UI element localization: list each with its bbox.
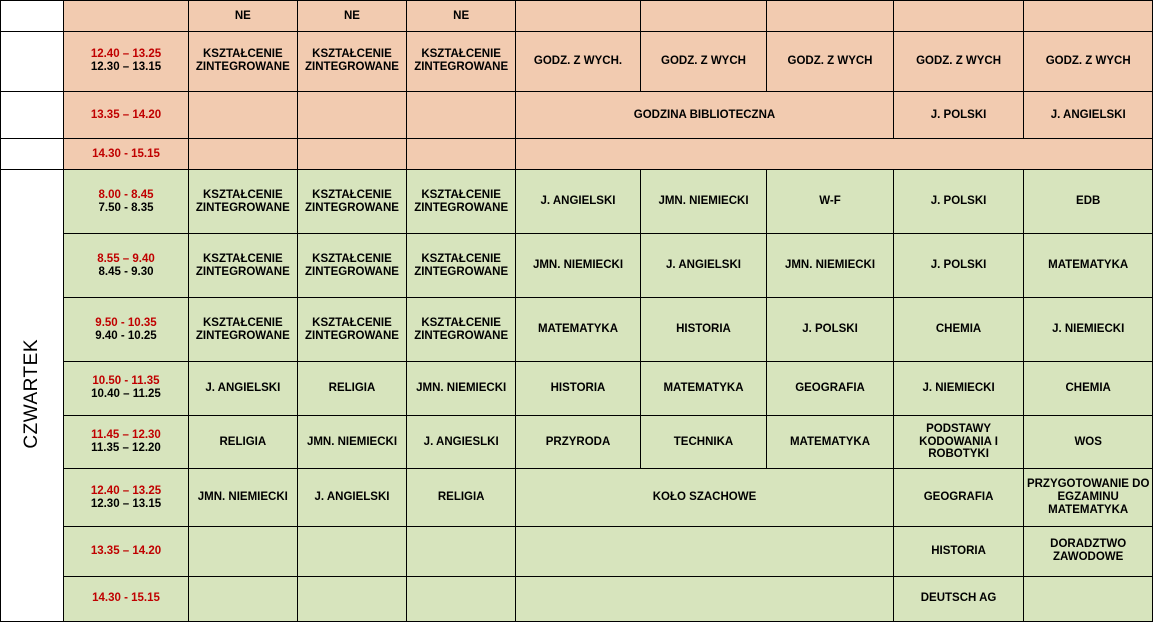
- subject-cell: J. POLSKI: [893, 170, 1024, 234]
- subject-cell: HISTORIA: [893, 527, 1024, 577]
- time-cell: [64, 234, 188, 298]
- subject-cell: NE: [297, 1, 406, 32]
- table-row: [1, 31, 1153, 91]
- time-cell: [64, 527, 188, 577]
- subject-cell: KSZTAŁCENIE ZINTEGROWANE: [297, 234, 406, 298]
- subject-cell: W-F: [767, 170, 894, 234]
- subject-cell: KSZTAŁCENIE ZINTEGROWANE: [297, 170, 406, 234]
- day-label: CZWARTEK: [21, 338, 43, 449]
- time-primary: 14.30 - 15.15: [92, 147, 160, 160]
- empty-cell: [407, 91, 516, 138]
- time-secondary: 7.50 - 8.35: [98, 201, 154, 214]
- table-row: [1, 139, 1153, 170]
- day-label-cell: [1, 170, 64, 622]
- time-cell: [64, 170, 188, 234]
- subject-cell: GODZ. Z WYCH: [1024, 31, 1153, 91]
- subject-cell: J. ANGIELSKI: [297, 469, 406, 527]
- subject-cell: RELIGIA: [297, 362, 406, 416]
- table-row: [1, 91, 1153, 138]
- empty-cell: [297, 91, 406, 138]
- time-primary: 8.00 - 8.45: [98, 188, 154, 201]
- time-primary: 13.35 – 14.20: [90, 544, 162, 557]
- time-cell: [64, 139, 188, 170]
- empty-cell: [407, 576, 516, 621]
- table-row: [1, 469, 1153, 527]
- time-cell: [64, 415, 188, 469]
- subject-cell: J. ANGIELSKI: [640, 234, 767, 298]
- table-row: [1, 576, 1153, 621]
- subject-cell: KSZTAŁCENIE ZINTEGROWANE: [407, 31, 516, 91]
- time-cell: [64, 1, 188, 32]
- time-cell: [64, 31, 188, 91]
- time-cell: [64, 91, 188, 138]
- subject-cell: GODZ. Z WYCH: [767, 31, 894, 91]
- table-row: [1, 1, 1153, 32]
- empty-cell: [893, 1, 1024, 32]
- time-primary: 8.55 – 9.40: [97, 252, 155, 265]
- subject-cell: J. NIEMIECKI: [893, 362, 1024, 416]
- subject-cell: KSZTAŁCENIE ZINTEGROWANE: [188, 31, 297, 91]
- subject-cell: PRZYGOTOWANIE DO EGZAMINU MATEMATYKA: [1024, 469, 1153, 527]
- empty-cell: [1024, 576, 1153, 621]
- empty-cell: [516, 527, 894, 577]
- subject-cell: MATEMATYKA: [516, 298, 640, 362]
- subject-cell: J. NIEMIECKI: [1024, 298, 1153, 362]
- subject-cell: J. ANGIELSKI: [188, 362, 297, 416]
- time-primary: 10.50 - 11.35: [92, 375, 160, 388]
- subject-cell: TECHNIKA: [640, 415, 767, 469]
- day-spacer-cell: [1, 1, 64, 32]
- table-row: [1, 527, 1153, 577]
- empty-cell: [188, 527, 297, 577]
- subject-cell: KSZTAŁCENIE ZINTEGROWANE: [407, 234, 516, 298]
- subject-cell: J. POLSKI: [893, 234, 1024, 298]
- time-secondary: 12.30 – 13.15: [90, 61, 162, 74]
- subject-cell: CHEMIA: [1024, 362, 1153, 416]
- empty-cell: [767, 1, 894, 32]
- table-row: [1, 170, 1153, 234]
- time-primary: 12.40 – 13.25: [90, 48, 162, 61]
- empty-cell: [640, 1, 767, 32]
- table-row: [1, 234, 1153, 298]
- empty-cell: [516, 576, 894, 621]
- timetable-body: [1, 1, 1153, 622]
- time-primary: 11.45 – 12.30: [91, 429, 161, 442]
- subject-cell: KSZTAŁCENIE ZINTEGROWANE: [297, 298, 406, 362]
- subject-cell: KSZTAŁCENIE ZINTEGROWANE: [407, 298, 516, 362]
- empty-cell: [188, 576, 297, 621]
- time-secondary: 11.35 – 12.20: [91, 441, 161, 454]
- table-row: [1, 362, 1153, 416]
- day-spacer-cell: [1, 31, 64, 91]
- subject-cell: RELIGIA: [188, 415, 297, 469]
- subject-cell: J. ANGIELSKI: [1024, 91, 1153, 138]
- subject-cell: NE: [188, 1, 297, 32]
- subject-cell: KOŁO SZACHOWE: [516, 469, 894, 527]
- empty-cell: [297, 576, 406, 621]
- subject-cell: GODZ. Z WYCH: [893, 31, 1024, 91]
- time-primary: 13.35 – 14.20: [90, 108, 162, 121]
- subject-cell: DEUTSCH AG: [893, 576, 1024, 621]
- subject-cell: MATEMATYKA: [1024, 234, 1153, 298]
- time-cell: [64, 362, 188, 416]
- subject-cell: JMN. NIEMIECKI: [767, 234, 894, 298]
- time-secondary: 9.40 - 10.25: [95, 329, 157, 342]
- subject-cell: MATEMATYKA: [640, 362, 767, 416]
- subject-cell: J. ANGIESLKI: [407, 415, 516, 469]
- table-row: [1, 415, 1153, 469]
- empty-cell: [407, 139, 516, 170]
- subject-cell: KSZTAŁCENIE ZINTEGROWANE: [188, 234, 297, 298]
- empty-cell: [1024, 1, 1153, 32]
- subject-cell: WOS: [1024, 415, 1153, 469]
- table-row: [1, 298, 1153, 362]
- subject-cell: KSZTAŁCENIE ZINTEGROWANE: [407, 170, 516, 234]
- subject-cell: CHEMIA: [893, 298, 1024, 362]
- subject-cell: J. ANGIELSKI: [516, 170, 640, 234]
- subject-cell: J. POLSKI: [893, 91, 1024, 138]
- time-secondary: 12.30 – 13.15: [90, 497, 162, 510]
- time-secondary: 8.45 - 9.30: [98, 265, 154, 278]
- subject-cell: KSZTAŁCENIE ZINTEGROWANE: [297, 31, 406, 91]
- time-primary: 9.50 - 10.35: [95, 316, 157, 329]
- subject-cell: DORADZTWO ZAWODOWE: [1024, 527, 1153, 577]
- empty-cell: [297, 527, 406, 577]
- subject-cell: JMN. NIEMIECKI: [640, 170, 767, 234]
- time-primary: 14.30 - 15.15: [92, 592, 160, 605]
- empty-cell: [188, 91, 297, 138]
- subject-cell: GODZ. Z WYCH: [640, 31, 767, 91]
- empty-cell: [407, 527, 516, 577]
- subject-cell: JMN. NIEMIECKI: [407, 362, 516, 416]
- empty-cell: [516, 1, 640, 32]
- subject-cell: RELIGIA: [407, 469, 516, 527]
- day-spacer-cell: [1, 139, 64, 170]
- subject-cell: JMN. NIEMIECKI: [297, 415, 406, 469]
- subject-cell: JMN. NIEMIECKI: [516, 234, 640, 298]
- subject-cell: PODSTAWY KODOWANIA I ROBOTYKI: [893, 415, 1024, 469]
- empty-cell: [188, 139, 297, 170]
- time-primary: 12.40 – 13.25: [90, 484, 162, 497]
- subject-cell: GEOGRAFIA: [893, 469, 1024, 527]
- subject-cell: PRZYRODA: [516, 415, 640, 469]
- subject-cell: HISTORIA: [516, 362, 640, 416]
- time-secondary: 10.40 – 11.25: [91, 388, 161, 401]
- subject-cell: EDB: [1024, 170, 1153, 234]
- time-cell: [64, 469, 188, 527]
- empty-cell: [516, 139, 1153, 170]
- day-spacer-cell: [1, 91, 64, 138]
- subject-cell: MATEMATYKA: [767, 415, 894, 469]
- subject-cell: NE: [407, 1, 516, 32]
- subject-cell: GEOGRAFIA: [767, 362, 894, 416]
- subject-cell: HISTORIA: [640, 298, 767, 362]
- time-cell: [64, 298, 188, 362]
- subject-cell: KSZTAŁCENIE ZINTEGROWANE: [188, 298, 297, 362]
- subject-cell: GODZ. Z WYCH.: [516, 31, 640, 91]
- subject-cell: GODZINA BIBLIOTECZNA: [516, 91, 894, 138]
- subject-cell: J. POLSKI: [767, 298, 894, 362]
- time-cell: [64, 576, 188, 621]
- subject-cell: JMN. NIEMIECKI: [188, 469, 297, 527]
- empty-cell: [297, 139, 406, 170]
- subject-cell: KSZTAŁCENIE ZINTEGROWANE: [188, 170, 297, 234]
